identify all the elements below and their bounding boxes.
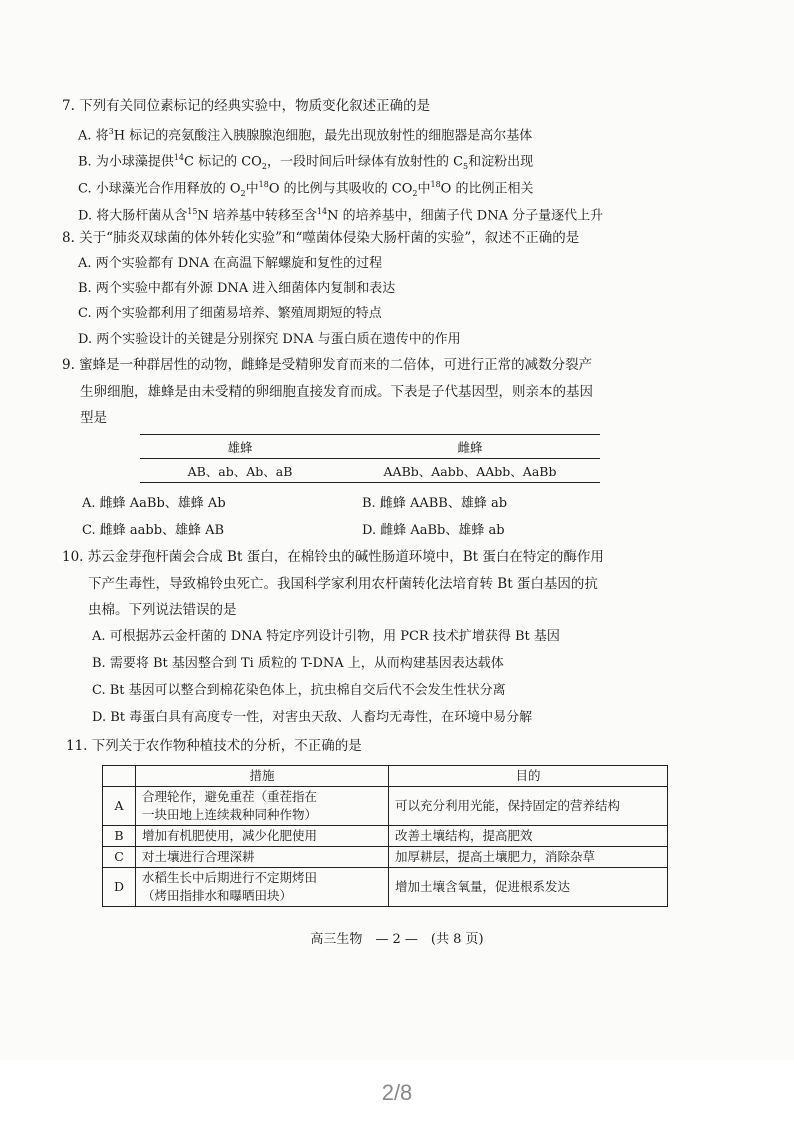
page-footer: 高三生物 — 2 — (共 8 页) [310,932,484,947]
q7-stem: 7. 下列有关同位素标记的经典实验中，物质变化叙述正确的是 [62,98,431,114]
q11-row-d-key: D [103,868,136,907]
q11-stem: 11. 下列关于农作物种植技术的分析，不正确的是 [66,738,362,754]
q9-option-d: D. 雌蜂 AaBb、雄蜂 ab [362,523,505,538]
q11-table-header-row [103,766,668,787]
q7-option-a: A. 将$^3$H 标记的亮氨酸注入胰腺腺泡细胞，最先出现放射性的细胞器是高尔基体 [78,127,533,144]
q9-value-female: AABb、Aabb、AAbb、AaBb [383,463,557,479]
q9-header-male: 雄蜂 [227,439,253,455]
q9-option-c: C. 雌蜂 aabb、雄蜂 AB [82,523,225,538]
table-row [103,868,668,907]
q9-table-value-row [140,459,600,482]
q11-row-c-measure: 对土壤进行合理深耕 [136,847,389,868]
q11-row-c-key: C [103,847,136,868]
q10-option-b: B. 需要将 Bt 基因整合到 Ti 质粒的 T-DNA 上，从而构建基因表达载体 [92,656,504,671]
q7-option-d: D. 将大肠杆菌从含$^{15}$N 培养基中转移至含$^{14}$N 的培养基中，细菌子代 DNA 分子量逐代上升 [78,207,604,224]
q11-row-a-measure: 合理轮作，避免重茬（重茬指在 一块田地上连续栽种同种作物） [136,787,389,826]
q8-stem: 8. 关于“肺炎双球菌的体外转化实验”和“噬菌体侵染大肠杆菌的实验”，叙述不正确的是 [62,230,580,246]
q10-stem-line2: 下产生毒性，导致棉铃虫死亡。我国科学家利用农杆菌转化法培育转 Bt 蛋白基因的抗 [88,576,598,592]
q8-option-c: C. 两个实验都利用了细菌易培养、繁殖周期短的特点 [78,306,382,321]
q11-row-b-measure: 增加有机肥使用，减少化肥使用 [136,826,389,847]
table-row [103,847,668,868]
q9-stem-line1: 9. 蜜蜂是一种群居性的动物，雌蜂是受精卵发育而来的二倍体，可进行正常的减数分裂产 [62,357,593,373]
table-row [103,826,668,847]
q10-option-a: A. 可根据苏云金杆菌的 DNA 特定序列设计引物，用 PCR 技术扩增获得 Bt 基因 [92,629,560,644]
q9-header-female: 雌蜂 [457,439,483,455]
q7-option-b: B. 为小球藻提供$^{14}$C 标记的 $CO_2$，一段时间后叶绿体有放射性的 $C_5$和淀粉出现 [78,153,534,171]
q11-header-key [103,766,136,787]
table-row [103,787,668,826]
q11-header-goal: 目的 [389,766,668,787]
q9-genotype-table [140,434,600,483]
q11-row-a-key: A [103,787,136,826]
page-indicator: 2/8 [381,1080,413,1105]
q10-stem-line3: 虫棉。下列说法错误的是 [88,602,237,618]
q11-row-d-measure: 水稻生长中后期进行不定期烤田 （烤田指排水和曝晒田块） [136,868,389,907]
q8-option-b: B. 两个实验中都有外源 DNA 进入细菌体内复制和表达 [78,281,396,296]
q9-stem-line2: 生卵细胞，雄蜂是由未受精的卵细胞直接发育而成。下表是子代基因型，则亲本的基因 [80,384,593,400]
q9-stem-line3: 型是 [80,410,107,426]
q10-option-c: C. Bt 基因可以整合到棉花染色体上，抗虫棉自交后代不会发生性状分离 [92,683,506,698]
q9-option-b: B. 雌蜂 AABB、雄蜂 ab [362,496,508,511]
q10-stem-line1: 10. 苏云金芽孢杆菌会合成 Bt 蛋白，在棉铃虫的碱性肠道环境中，Bt 蛋白在特定的酶作用 [62,549,604,565]
q8-option-d: D. 两个实验设计的关键是分别探究 DNA 与蛋白质在遗传中的作用 [78,332,461,347]
q11-row-d-goal: 增加土壤含氧量，促进根系发达 [389,868,668,907]
q10-option-d: D. Bt 毒蛋白具有高度专一性，对害虫天敌、人畜均无毒性，在环境中易分解 [92,710,533,725]
q9-table-header-row [140,435,600,458]
q11-row-b-key: B [103,826,136,847]
q9-option-a: A. 雌蜂 AaBb、雄蜂 Ab [82,496,226,511]
q9-value-male: AB、ab、Ab、aB [187,463,293,479]
q8-option-a: A. 两个实验都有 DNA 在高温下解螺旋和复性的过程 [78,256,383,271]
q11-header-measure: 措施 [136,766,389,787]
q11-row-a-goal: 可以充分利用光能，保持固定的营养结构 [389,787,668,826]
q7-option-c: C. 小球藻光合作用释放的 $O_2$中$^{18}$O 的比例与其吸收的 $CO_2$中$^{18}$O 的比例正相关 [78,180,534,198]
q11-row-c-goal: 加厚耕层，提高土壤肥力，消除杂草 [389,847,668,868]
q11-measures-table [102,765,668,907]
q11-row-b-goal: 改善土壤结构，提高肥效 [389,826,668,847]
